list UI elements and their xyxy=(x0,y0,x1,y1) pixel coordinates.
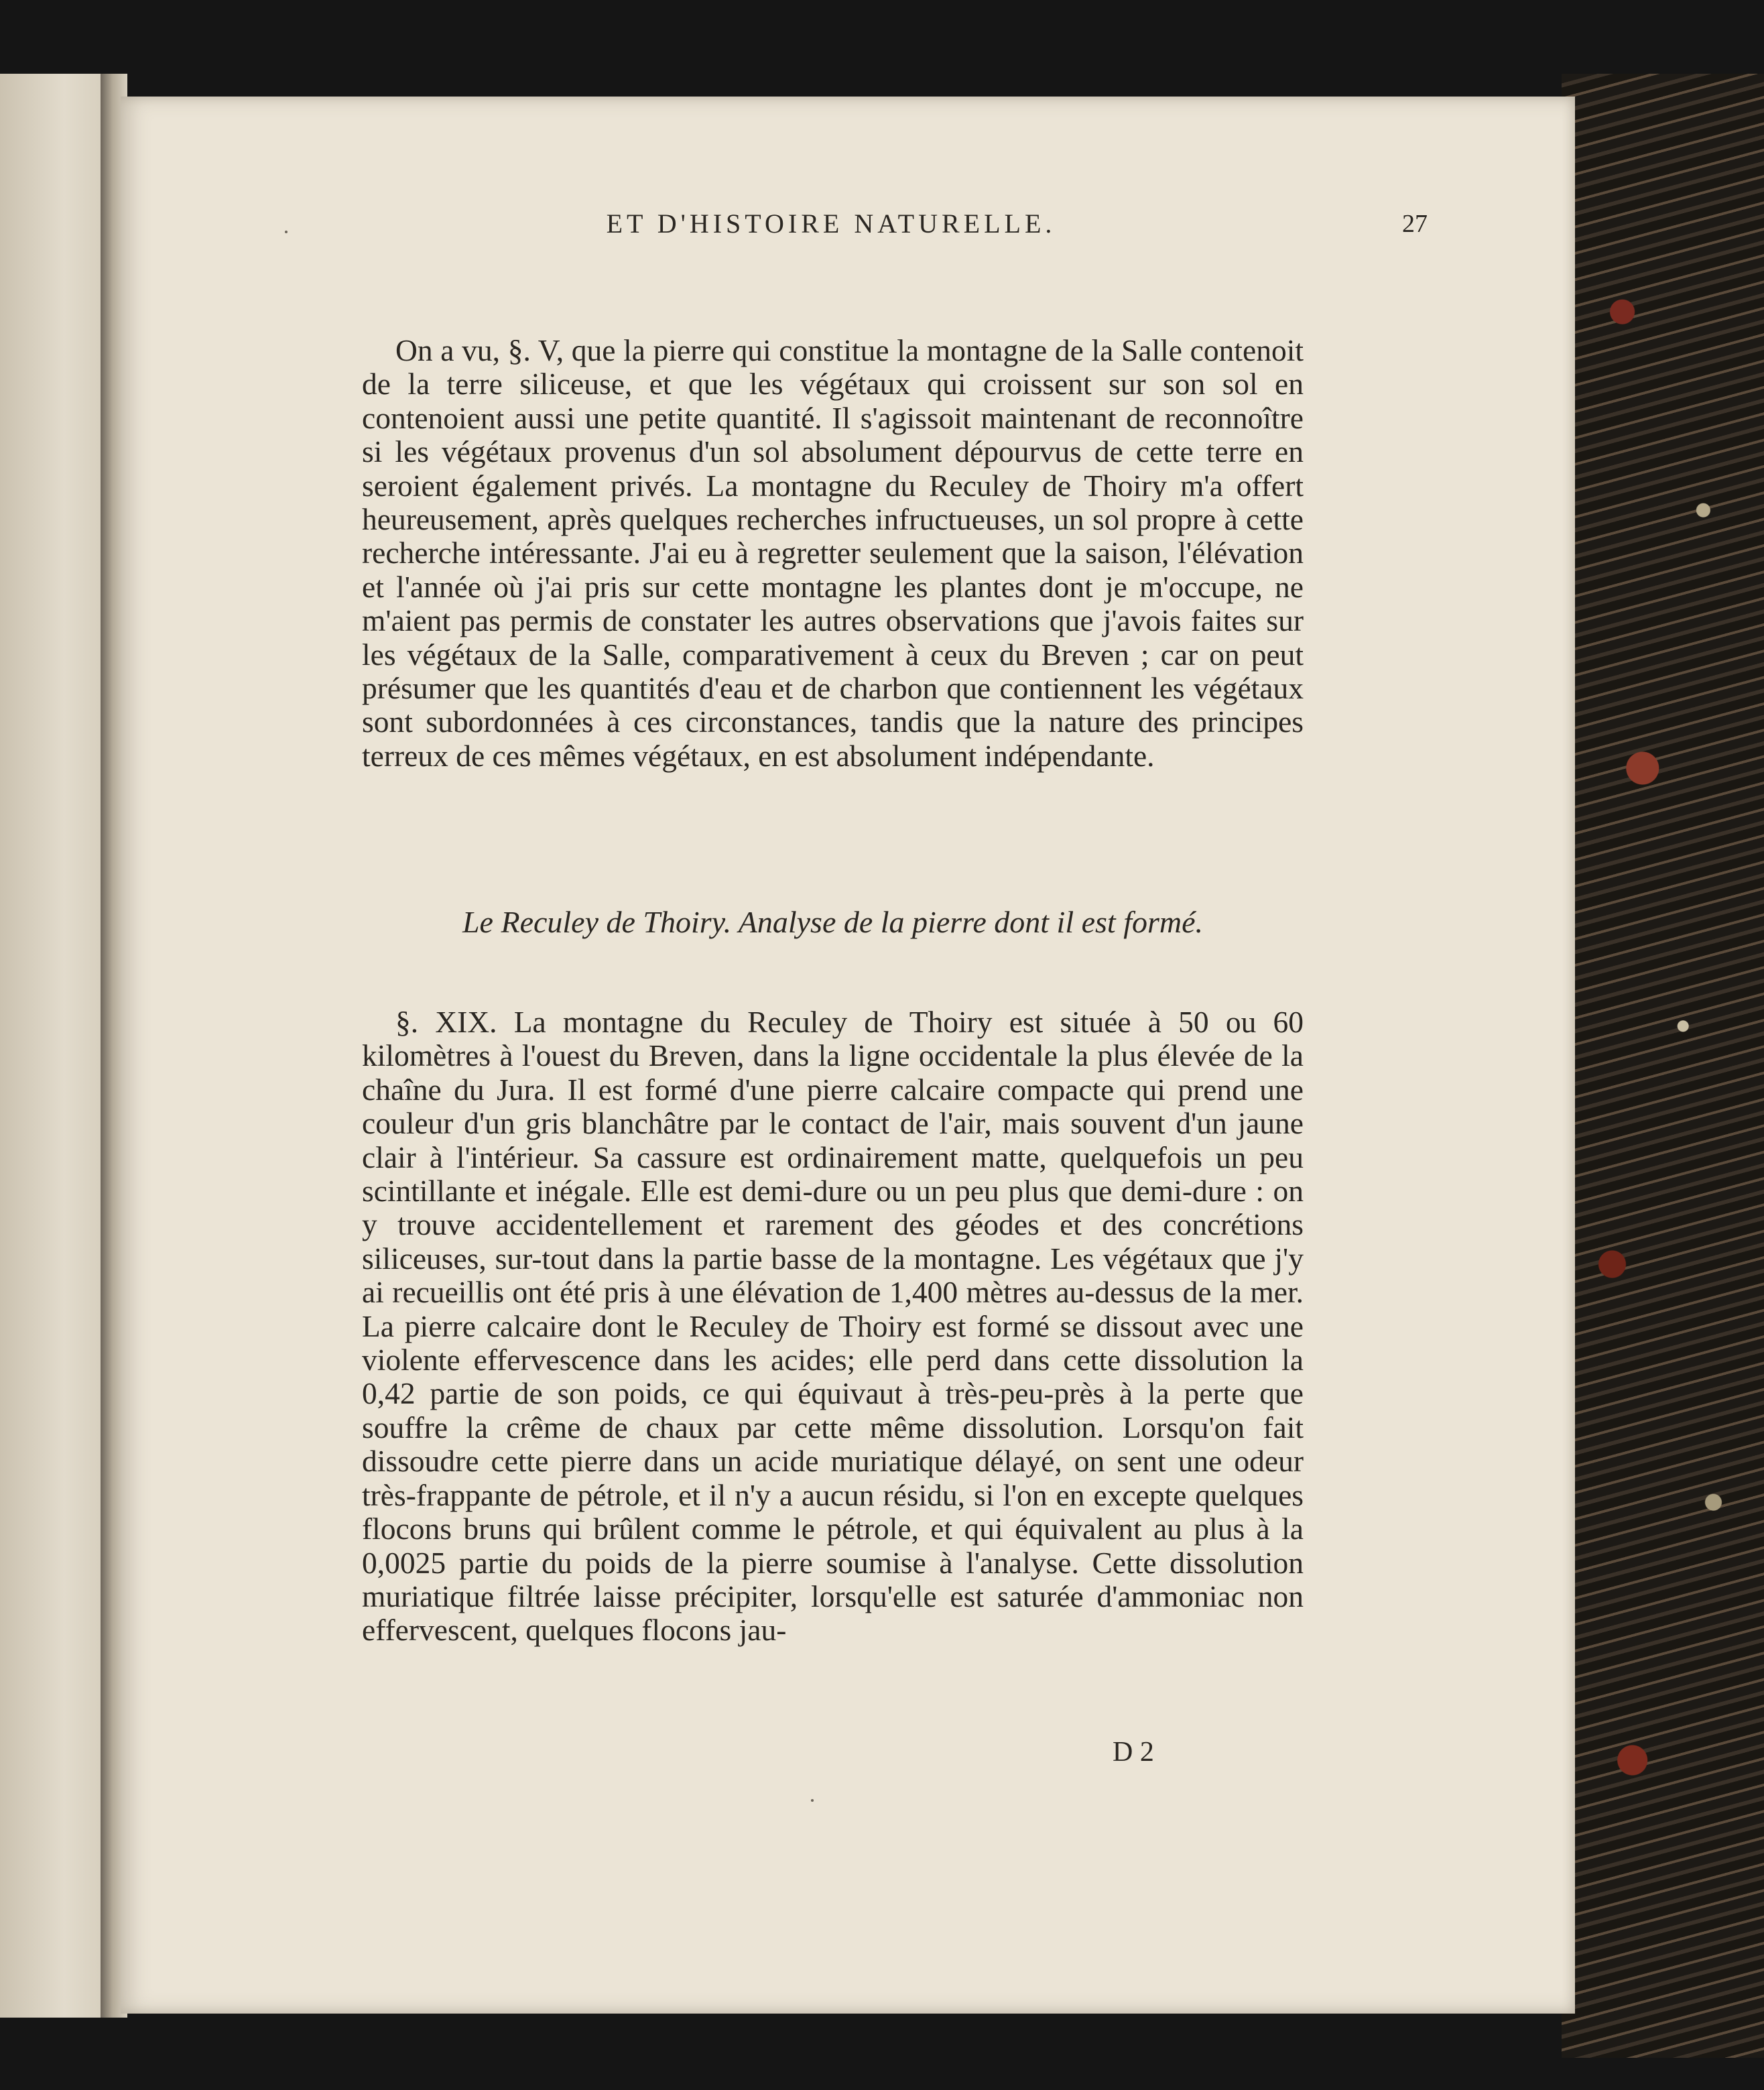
running-title: ET D'HISTOIRE NATURELLE. xyxy=(606,208,1056,239)
page-number: 27 xyxy=(1402,210,1428,238)
previous-page-edge xyxy=(0,74,107,2018)
paper-speck xyxy=(285,231,288,233)
paper-speck xyxy=(811,1799,814,1802)
paragraph-intro: On a vu, §. V, que la pierre qui constitue la montagne de la Salle contenoit de la terre siliceuse, et que les végétaux qui croissent sur son sol en contenoient aussi une petite quantité. Il s'agissoit maintenant de reconnoître si les végétaux provenus d'un sol absolument dépourvus de cette terre en seroient également privés. La montagne du Reculey de Thoiry m'a offert heureusement, après quelques recherches infructueuses, un sol propre à cette recherche intéressante. J'ai eu à regretter seulement que la saison, l'élévation et l'année où j'ai pris sur cette montagne les plantes dont je m'occupe, ne m'aient pas permis de constater les autres observations que j'avois faites sur les végétaux de la Salle, comparativement à ceux du Breven ; car on peut présumer que les quantités d'eau et de charbon que contiennent les végétaux sont subordonnées à ces circonstances, tandis que la nature des principes terreux de ces mêmes végétaux, en est absolument indépendante. xyxy=(362,333,1304,773)
signature-mark: D 2 xyxy=(1113,1737,1154,1768)
paragraph-section-xix: §. XIX. La montagne du Reculey de Thoiry est située à 50 ou 60 kilomètres à l'ouest du Breven, dans la ligne occidentale la plus élevée de la chaîne du Jura. Il est formé d'une pierre calcaire compacte qui prend une couleur d'un gris blanchâtre par le contact de l'air, mais souvent d'un jaune clair à l'intérieur. Sa cassure est ordinairement matte, quelquefois un peu scintillante et inégale. Elle est demi-dure ou un peu plus que demi-dure : on y trouve accidentellement et rarement des géodes et des concrétions siliceuses, sur-tout dans la partie basse de la montagne. Les végétaux que j'y ai recueillis ont été pris à une élévation de 1,400 mètres au-dessus de la mer. La pierre calcaire dont le Reculey de Thoiry est formé se dissout avec une violente effervescence dans les acides; elle perd dans cette dissolution la 0,42 partie de son poids, ce qui équivaut à très-peu-près à la perte que souffre la crême de chaux par cette même dissolution. Lorsqu'on fait dissoudre cette pierre dans un acide muriatique délayé, on sent une odeur très-frappante de pétrole, et il n'y a aucun résidu, si l'on en excepte quelques flocons bruns qui brûlent comme le pétrole, et qui équivalent au plus à la 0,0025 partie du poids de la pierre soumise à l'analyse. Cette dissolution muriatique filtrée laisse précipiter, lorsqu'elle est saturée d'ammoniac non effervescent, quelques flocons jau- xyxy=(362,1005,1304,1648)
section-heading: Le Reculey de Thoiry. Analyse de la pierre dont il est formé. xyxy=(462,905,1204,939)
marbled-board xyxy=(1562,74,1764,2058)
running-head xyxy=(375,201,1428,241)
